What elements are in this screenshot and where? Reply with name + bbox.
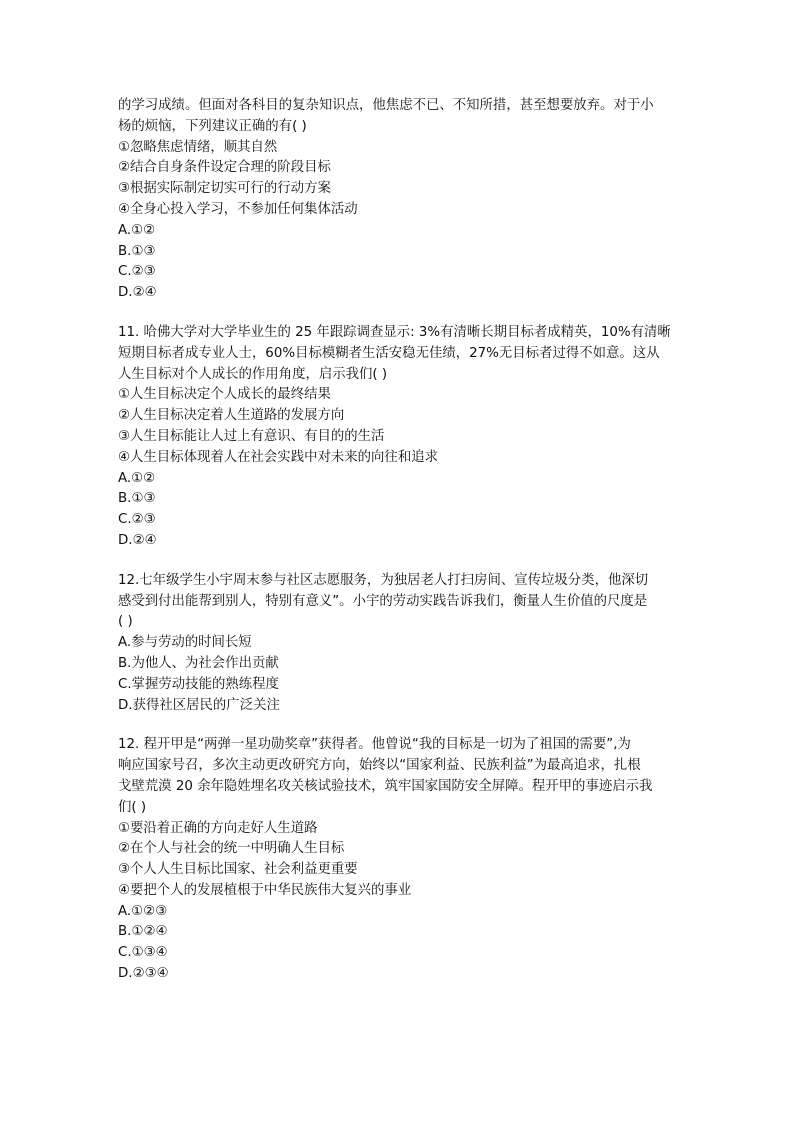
option-c: C.②③ (118, 264, 156, 280)
statement-1: ①忽略焦虑情绪，顺其自然 (118, 139, 278, 155)
option-a: A.①② (118, 470, 156, 486)
question-stem-line: 的学习成绩。但面对各科目的复杂知识点，他焦虑不已、不知所措，甚至想要放弃。对于小 (118, 98, 654, 113)
option-d: D.②④ (118, 285, 157, 301)
statement-1: ①要沿着正确的方向走好人生道路 (118, 820, 318, 836)
question-stem-line: 12.七年级学生小宇周末参与社区志愿服务，为独居老人打扫房间、宣传垃圾分类，他深切 (118, 572, 649, 588)
question-stem-line: 12. 程开甲是“两弹一星功勋奖章”获得者。他曾说“我的目标是一切为了祖国的需要”,为 (118, 737, 631, 753)
statement-4: ④全身心投入学习，不参加任何集体活动 (118, 201, 358, 217)
exam-page (118, 96, 678, 985)
statement-2: ②在个人与社会的统一中明确人生目标 (118, 841, 345, 857)
option-a: A.参与劳动的时间长短 (118, 635, 252, 651)
question-stem-line: ( ) (118, 614, 133, 630)
option-d: D.②③④ (118, 966, 169, 982)
spacer (118, 552, 678, 571)
question-stem-line: 杨的烦恼，下列建议正确的有( ) (118, 118, 307, 134)
question-11 (118, 323, 678, 552)
option-b: B.为他人、为社会作出贡献 (118, 655, 279, 671)
statement-1: ①人生目标决定个人成长的最终结果 (118, 387, 331, 403)
option-b: B.①③ (118, 243, 156, 259)
option-d: D.获得社区居民的广泛关注 (118, 697, 280, 713)
option-c: C.掌握劳动技能的熟练程度 (118, 676, 279, 692)
question-stem-line: 响应国家号召，多次主动更改研究方向，始终以“国家利益、民族利益”为最高追求，扎根 (118, 758, 641, 774)
statement-3: ③根据实际制定切实可行的行动方案 (118, 181, 331, 197)
question-stem-line: 人生目标对个人成长的作用角度，启示我们( ) (118, 366, 388, 382)
question-stem-line: 短期目标者成专业人士，60%目标模糊者生活安稳无佳绩，27%无目标者过得不如意。这从 (118, 345, 660, 361)
statement-2: ②结合自身条件设定合理的阶段目标 (118, 160, 331, 176)
option-b: B.①②④ (118, 924, 168, 940)
question-stem-line: 感受到付出能帮到别人，特别有意义”。小宇的劳动实践告诉我们，衡量人生价值的尺度是 (118, 593, 648, 609)
option-d: D.②④ (118, 532, 157, 548)
statement-4: ④人生目标体现着人在社会实践中对未来的向往和追求 (118, 449, 438, 465)
question-stem-line: 戈壁荒漠 20 余年隐姓埋名攻关核试验技术，筑牢国家国防安全屏障。程开甲的事迹启示我 (118, 778, 653, 794)
question-12-volunteer (118, 571, 678, 717)
question-prev (118, 96, 678, 304)
option-b: B.①③ (118, 491, 156, 507)
question-stem-line: 们( ) (118, 799, 147, 815)
statement-2: ②人生目标决定着人生道路的发展方向 (118, 408, 345, 424)
spacer (118, 304, 678, 323)
statement-3: ③个人人生目标比国家、社会利益更重要 (118, 862, 358, 878)
option-a: A.①② (118, 222, 156, 238)
question-12-cheng-kaijia (118, 735, 678, 985)
option-c: C.②③ (118, 512, 156, 528)
option-a: A.①②③ (118, 903, 168, 919)
statement-4: ④要把个人的发展植根于中华民族伟大复兴的事业 (118, 882, 412, 898)
statement-3: ③人生目标能让人过上有意识、有目的的生活 (118, 428, 385, 444)
option-c: C.①③④ (118, 945, 168, 961)
spacer (118, 716, 678, 735)
question-stem-line: 11. 哈佛大学对大学毕业生的 25 年跟踪调查显示: 3%有清晰长期目标者成精英，10%有清晰 (118, 324, 671, 340)
